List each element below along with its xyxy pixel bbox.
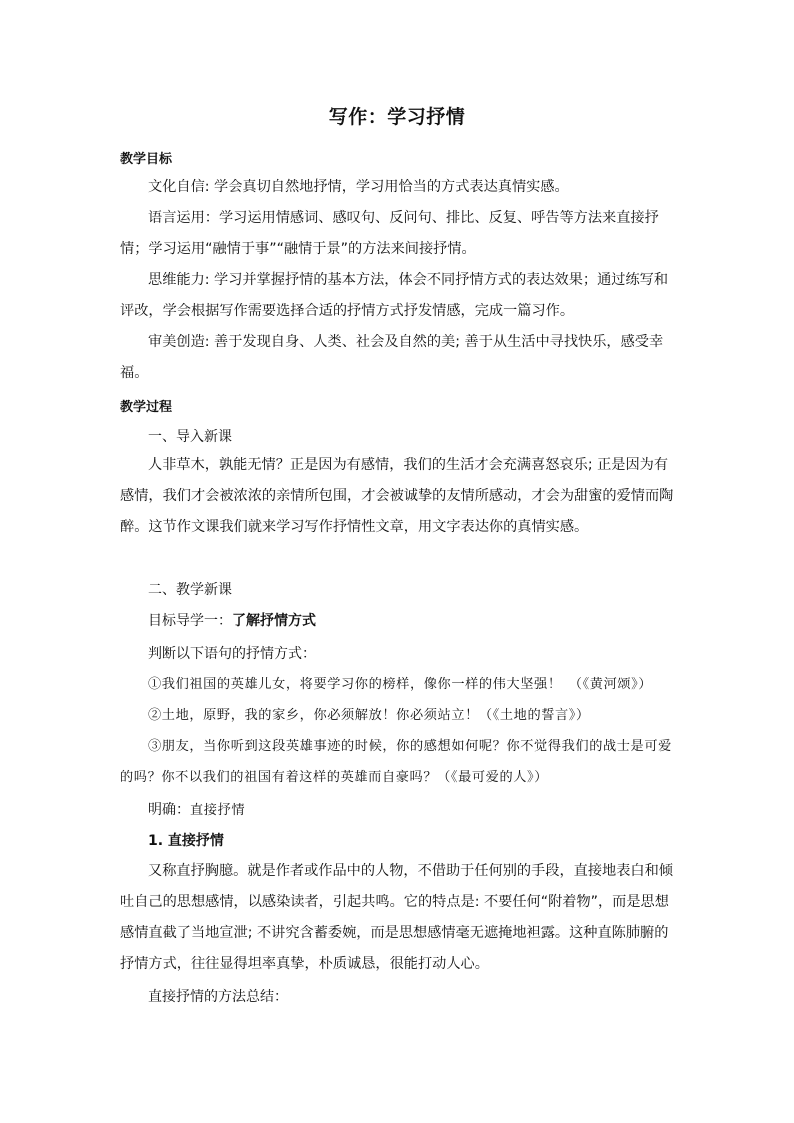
clarify-answer: 直接抒情	[190, 803, 246, 818]
section2-heading: 二、教学新课	[148, 582, 232, 598]
example-2: ②土地，原野，我的家乡，你必须解放！你必须站立！（《土地的誓言》）	[148, 708, 590, 723]
summary-prompt: 直接抒情的方法总结：	[148, 989, 288, 1005]
judge-prompt: 判断以下语句的抒情方式：	[148, 646, 316, 662]
example-1: ①我们祖国的英雄儿女，将要学习你的榜样，像你一样的伟大坚强！ （《黄河颂》）	[148, 677, 653, 692]
clarify-line	[148, 800, 245, 821]
objective-aesthetic: 审美创造: 善于发现自身、人类、社会及自然的美; 善于从生活中寻找快乐，感受幸福。	[120, 334, 664, 381]
goal1-prefix: 目标导学一：	[148, 613, 232, 629]
objective-language: 语言运用：学习运用情感词、感叹句、反问句、排比、反复、呼告等方法来直接抒情；学习运用“融情于事”“融情于景”的方法来间接抒情。	[120, 210, 659, 257]
goal1-line	[148, 611, 316, 631]
section1-text: 人非草木，孰能无情？正是因为有感情，我们的生活才会充满喜怒哀乐; 正是因为有感情，我们才会被浓浓的亲情所包围，才会被诚挚的友情所感动，才会为甜蜜的爱情而陶醉。这节作文课我们就来学习写作抒情性文章，用文字表达你的真情实感。	[120, 457, 674, 535]
document-title: 写作：学习抒情	[328, 106, 466, 128]
goal1-title: 了解抒情方式	[232, 613, 316, 629]
objective-thinking: 思维能力: 学习并掌握抒情的基本方法，体会不同抒情方式的表达效果；通过练写和评改，学会根据写作需要选择合适的抒情方式抒发情感，完成一篇习作。	[120, 272, 669, 319]
objective-culture: 文化自信: 学会真切自然地抒情，学习用恰当的方式表达真情实感。	[148, 179, 569, 195]
direct-text: 又称直抒胸臆。就是作者或作品中的人物，不借助于任何别的手段，直接地表白和倾吐自己的思想感情，以感染读者，引起共鸣。它的特点是: 不要任何“附着物”，而是思想感情直截了当地宣泄; 不讲究含蓄委婉，而是思想感情毫无遮掩地袒露。这种直陈肺腑的抒情方式，往往显得坦率真挚，朴质诚恳，很能打动人心。	[120, 863, 673, 972]
section1-heading: 一、导入新课	[148, 429, 232, 445]
objectives-heading: 教学目标	[120, 152, 173, 167]
example-3: ③朋友，当你听到这段英雄事迹的时候，你的感想如何呢？你不觉得我们的战士是可爱的吗？你不以我们的祖国有着这样的英雄而自豪吗？（《最可爱的人》）	[120, 739, 672, 785]
process-heading: 教学过程	[120, 400, 173, 415]
clarify-prefix: 明确：	[148, 802, 190, 818]
subheading-direct: 1. 直接抒情	[148, 833, 224, 849]
